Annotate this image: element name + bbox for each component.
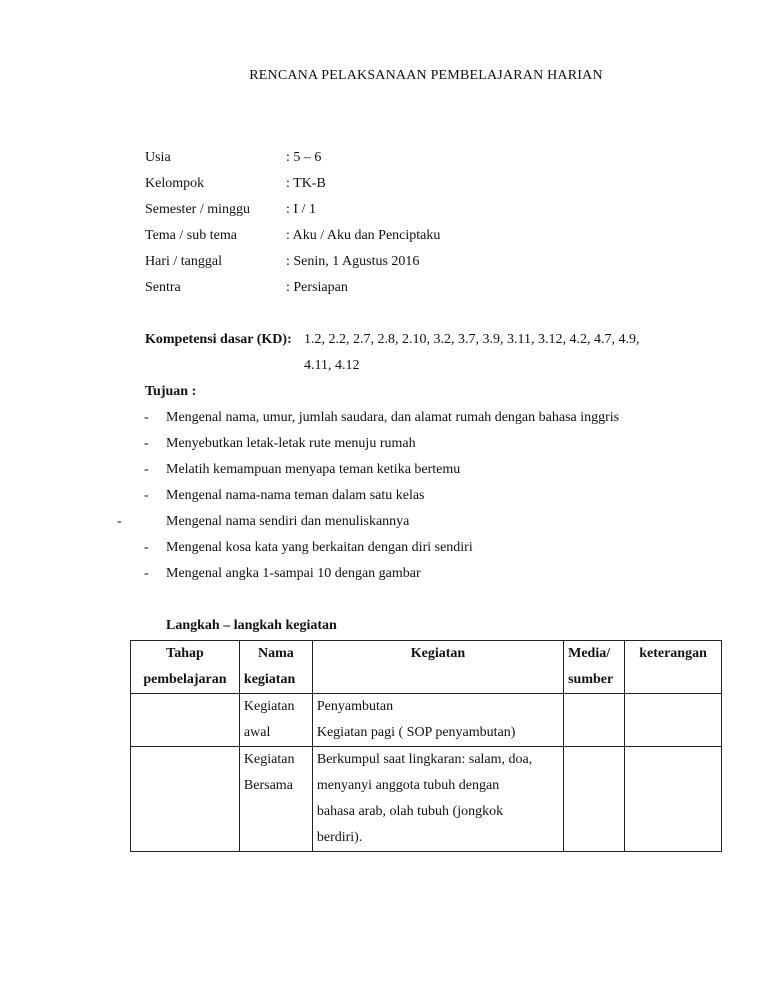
- objective-item: Mengenal kosa kata yang berkaitan dengan diri sendiri: [166, 540, 473, 555]
- info-value-usia: : 5 – 6: [286, 150, 322, 165]
- cell-kegiatan: [312, 694, 563, 747]
- objective-item: Mengenal nama sendiri dan menuliskannya: [166, 514, 410, 529]
- info-label-kelompok: Kelompok: [145, 176, 205, 191]
- info-value-tema: : Aku / Aku dan Penciptaku: [286, 228, 441, 243]
- header-media-line1: Media/: [568, 646, 611, 661]
- info-value-kelompok: : TK-B: [286, 176, 326, 191]
- cell-kegiatan-line4: berdiri).: [316, 830, 363, 845]
- table-row: [131, 694, 722, 747]
- header-tahap: [131, 641, 240, 694]
- objective-item: Mengenal nama, umur, jumlah saudara, dan alamat rumah dengan bahasa inggris: [166, 410, 620, 425]
- cell-nama-line1: Kegiatan: [243, 752, 295, 767]
- cell-kegiatan: [312, 747, 563, 852]
- page-title: RENCANA PELAKSANAAN PEMBELAJARAN HARIAN: [249, 68, 603, 83]
- info-label-tema: Tema / sub tema: [145, 228, 237, 243]
- bullet-dash: -: [144, 462, 149, 477]
- bullet-dash: -: [144, 410, 149, 425]
- activity-table: [130, 640, 722, 852]
- kd-label: Kompetensi dasar (KD):: [145, 332, 292, 347]
- cell-nama-line2: Bersama: [243, 778, 293, 793]
- kd-values-line2: 4.11, 4.12: [304, 358, 360, 373]
- cell-nama: [239, 747, 312, 852]
- cell-nama-line1: Kegiatan: [243, 699, 295, 714]
- header-keterangan: keterangan: [625, 641, 722, 694]
- info-value-hari: : Senin, 1 Agustus 2016: [286, 254, 420, 269]
- cell-nama-line2: awal: [243, 725, 271, 740]
- cell-kegiatan-line1: Penyambutan: [316, 699, 394, 714]
- info-label-semester: Semester / minggu: [145, 202, 250, 217]
- bullet-dash: -: [117, 514, 122, 529]
- bullet-dash: -: [144, 488, 149, 503]
- header-kegiatan: Kegiatan: [312, 641, 563, 694]
- cell-kegiatan-line1: Berkumpul saat lingkaran: salam, doa,: [316, 752, 533, 767]
- cell-keterangan: [625, 747, 722, 852]
- info-label-usia: Usia: [145, 150, 171, 165]
- tujuan-label: Tujuan :: [145, 384, 197, 399]
- cell-nama: [239, 694, 312, 747]
- cell-kegiatan-line2: menyanyi anggota tubuh dengan: [316, 778, 500, 793]
- cell-tahap: [131, 694, 240, 747]
- header-nama: [239, 641, 312, 694]
- cell-media: [564, 747, 625, 852]
- info-value-sentra: : Persiapan: [286, 280, 348, 295]
- langkah-title: Langkah – langkah kegiatan: [166, 618, 337, 633]
- cell-kegiatan-line3: bahasa arab, olah tubuh (jongkok: [316, 804, 504, 819]
- table-header-row: [131, 641, 722, 694]
- objective-item: Menyebutkan letak-letak rute menuju rumah: [166, 436, 416, 451]
- header-media-line2: sumber: [568, 672, 614, 687]
- kd-values-line1: 1.2, 2.2, 2.7, 2.8, 2.10, 3.2, 3.7, 3.9, 3.11, 3.12, 4.2, 4.7, 4.9,: [304, 332, 640, 347]
- header-media: [564, 641, 625, 694]
- objective-item: Mengenal angka 1-sampai 10 dengan gambar: [166, 566, 421, 581]
- header-tahap-line1: Tahap: [166, 646, 204, 661]
- header-nama-line1: Nama: [258, 646, 294, 661]
- cell-tahap: [131, 747, 240, 852]
- header-nama-line2: kegiatan: [243, 672, 296, 687]
- info-value-semester: : I / 1: [286, 202, 316, 217]
- bullet-dash: -: [144, 436, 149, 451]
- header-tahap-line2: pembelajaran: [143, 672, 227, 687]
- cell-keterangan: [625, 694, 722, 747]
- objective-item: Mengenal nama-nama teman dalam satu kelas: [166, 488, 425, 503]
- bullet-dash: -: [144, 566, 149, 581]
- table-row: [131, 747, 722, 852]
- info-label-sentra: Sentra: [145, 280, 181, 295]
- objective-item: Melatih kemampuan menyapa teman ketika bertemu: [166, 462, 461, 477]
- info-label-hari: Hari / tanggal: [145, 254, 222, 269]
- bullet-dash: -: [144, 540, 149, 555]
- cell-kegiatan-line2: Kegiatan pagi ( SOP penyambutan): [316, 725, 516, 740]
- cell-media: [564, 694, 625, 747]
